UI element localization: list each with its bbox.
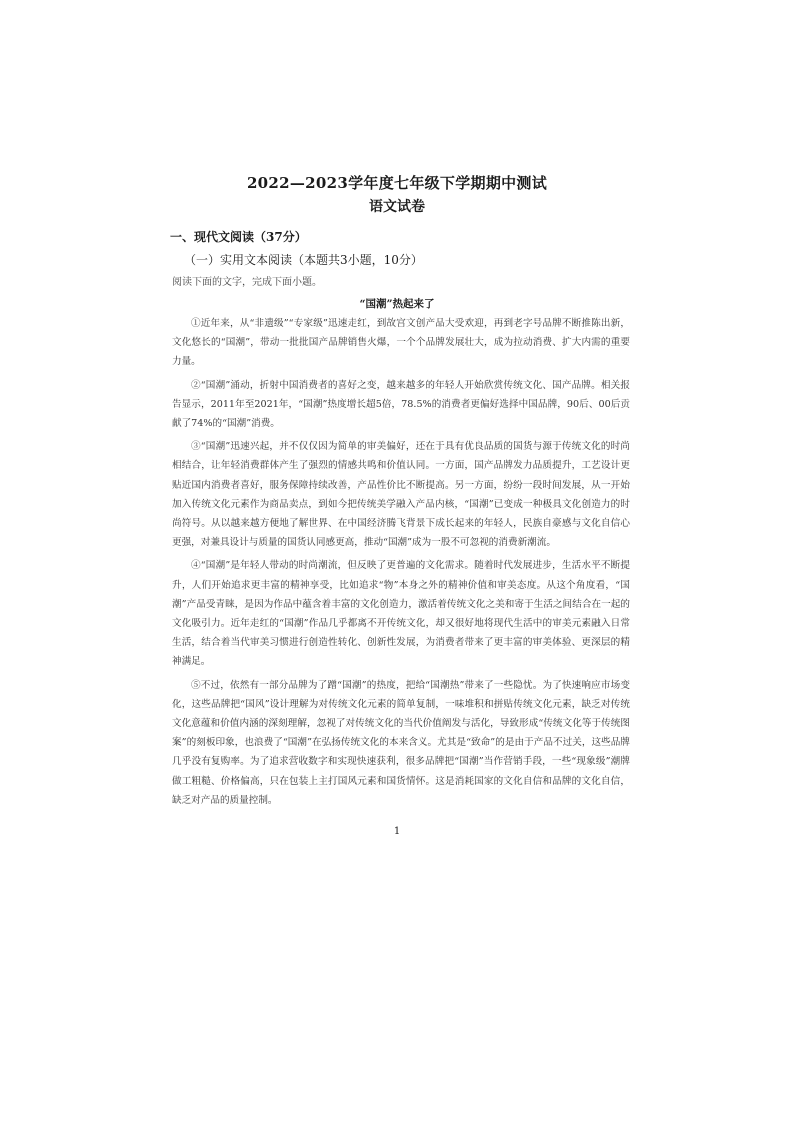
article-paragraph: ④“国潮”是年轻人带动的时尚潮流，但反映了更普遍的文化需求。随着时代发展进步，生活水平不断提升，人们开始追求更丰富的精神享受，比如追求“物”本身之外的精神价值和审美态度。从这个角度看，“国潮”产品受青睐，是因为作品中蕴含着丰富的文化创造力，激活着传统文化之美和寄于生活之间结合在一起的文化吸引力。近年走红的“国潮”作品几乎都离不开传统文化，却又很好地将现代生活中的审美元素融入日常生活，结合着当代审美习惯进行创造性转化、创新性发展，为消费者带来了更丰富的审美体验、更深层的精神满足。: [172, 560, 630, 668]
article-title: “国潮”热起来了: [359, 298, 435, 310]
article-paragraph: ⑤不过，依然有一部分品牌为了蹭“国潮”的热度，把给“国潮热”带来了一些隐忧。为了快速响应市场变化，这些品牌把“国风”设计理解为对传统文化元素的简单复制，一味堆积和拼贴传统文化元素，缺乏对传统文化意蕴和价值内涵的深刻理解，忽视了对传统文化的当代价值阐发与活化，导致形成“传统文化等于传统图案”的刻板印象，也浪费了“国潮”在弘扬传统文化的本来含义。尤其是“致命”的是由于产品不过关，这些品牌几乎没有复购率。为了追求营收数字和实现快速获利，很多品牌把“国潮”当作营销手段，一些“现象级”潮牌做工粗糙、价格偏高，只在包装上主打国风元素和国货情怀。这是消耗国家的文化自信和品牌的文化自信，缺乏对产品的质量控制。: [172, 679, 630, 806]
article-paragraph: ②“国潮”涌动，折射中国消费者的喜好之变，越来越多的年轻人开始欣赏传统文化、国产品牌。相关报告显示，2011年至2021年，“国潮”热度增长超5倍，78.5%的消费者更偏好选择中国品牌，90后、00后贡献了74%的“国潮”消费。: [172, 379, 630, 430]
section-heading: 一、现代文阅读（37分）: [170, 230, 307, 244]
sub-heading: （一）实用文本阅读（本题共3小题，10分）: [184, 253, 423, 267]
article-paragraph: ③“国潮”迅速兴起，并不仅仅因为简单的审美偏好，还在于具有优良品质的国货与源于传统文化的时尚相结合，让年轻消费群体产生了强烈的情感共鸣和价值认同。一方面，国产品牌发力品质提升，工艺设计更贴近国内消费者喜好，服务保障持续改善，产品性价比不断提高。另一方面，纷纷一段时间发展，从一开始加入传统文化元素作为商品卖点，到如今把传统美学融入产品内核，“国潮”已变成一种极具文化创造力的时尚符号。从以越来越方便地了解世界、在中国经济腾飞背景下成长起来的年轻人，民族自豪感与文化自信心更强，对兼具设计与质量的国货认同感更高，推动“国潮”成为一股不可忽视的消费新潮流。: [172, 441, 630, 549]
exam-subject: 语文试卷: [369, 199, 425, 215]
page-number: 1: [393, 826, 401, 837]
exam-title: 2022—2023学年度七年级下学期期中测试: [246, 174, 548, 192]
article-body: [172, 314, 630, 814]
article-paragraph: ①近年来，从“非遗级”“专家级”迅速走红，到故宫文创产品大受欢迎，再到老字号品牌不断推陈出新，文化悠长的“国潮”，带动一批批国产品牌销售火爆，一个个品牌发展壮大，成为拉动消费、扩大内需的重要力量。: [172, 318, 630, 368]
reading-instruction: 阅读下面的文字，完成下面小题。: [172, 277, 322, 288]
